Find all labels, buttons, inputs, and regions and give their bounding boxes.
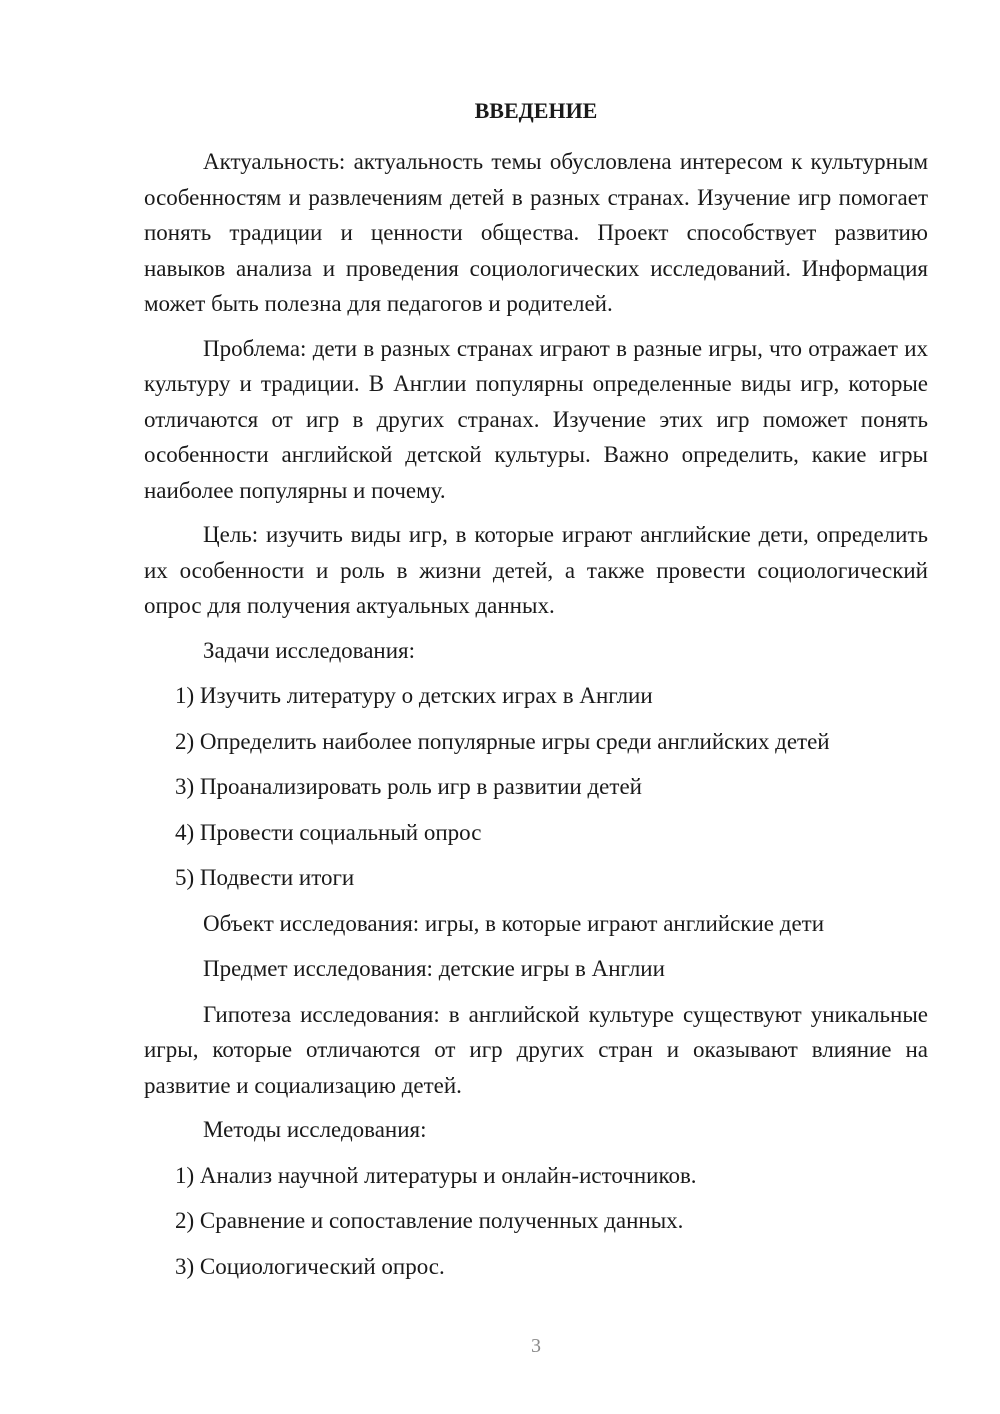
problem-paragraph: Проблема: дети в разных странах играют в разные игры, что отражает их культуру и традиции. В Англии популярны определенные виды игр, которые отличаются от игр в других странах. Изучение этих игр поможет понять особенности английской детской культуры. Важно определить, какие игры наиболее популярны и почему. [144, 335, 928, 503]
goal-paragraph: Цель: изучить виды игр, в которые играют английские дети, определить их особенности и роль в жизни детей, а также провести социологический опрос для получения актуальных данных. [144, 522, 928, 618]
task-item: 1) Изучить литературу о детских играх в Англии [175, 683, 653, 708]
task-item: 4) Провести социальный опрос [175, 819, 482, 845]
method-item: 1) Анализ научной литературы и онлайн-источников. [175, 1162, 697, 1188]
task-item: 3) Проанализировать роль игр в развитии детей [175, 774, 642, 799]
task-item: 2) Определить наиболее популярные игры среди английских детей [175, 728, 830, 754]
relevance-paragraph: Актуальность: актуальность темы обусловлена интересом к культурным особенностям и развлечениям детей в разных странах. Изучение игр помогает понять традиции и ценности общества. Проект способствует развитию навыков анализа и проведения социологических исследований. Информация может быть полезна для педагогов и родителей. [144, 149, 928, 316]
tasks-label: Задачи исследования: [203, 637, 416, 663]
method-item: 2) Сравнение и сопоставление полученных данных. [175, 1208, 684, 1233]
task-item: 5) Подвести итоги [175, 865, 355, 890]
section-title: ВВЕДЕНИЕ [474, 98, 598, 123]
research-object: Объект исследования: игры, в которые играют английские дети [203, 910, 825, 936]
method-item: 3) Социологический опрос. [175, 1253, 445, 1279]
page-content [144, 96, 928, 1294]
research-subject: Предмет исследования: детские игры в Англии [203, 956, 665, 981]
methods-label: Методы исследования: [203, 1117, 427, 1142]
hypothesis-paragraph: Гипотеза исследования: в английской культуре существуют уникальные игры, которые отличаются от игр других стран и оказывают влияние на развитие и социализацию детей. [144, 1001, 928, 1098]
page-number: 3 [531, 1335, 541, 1357]
